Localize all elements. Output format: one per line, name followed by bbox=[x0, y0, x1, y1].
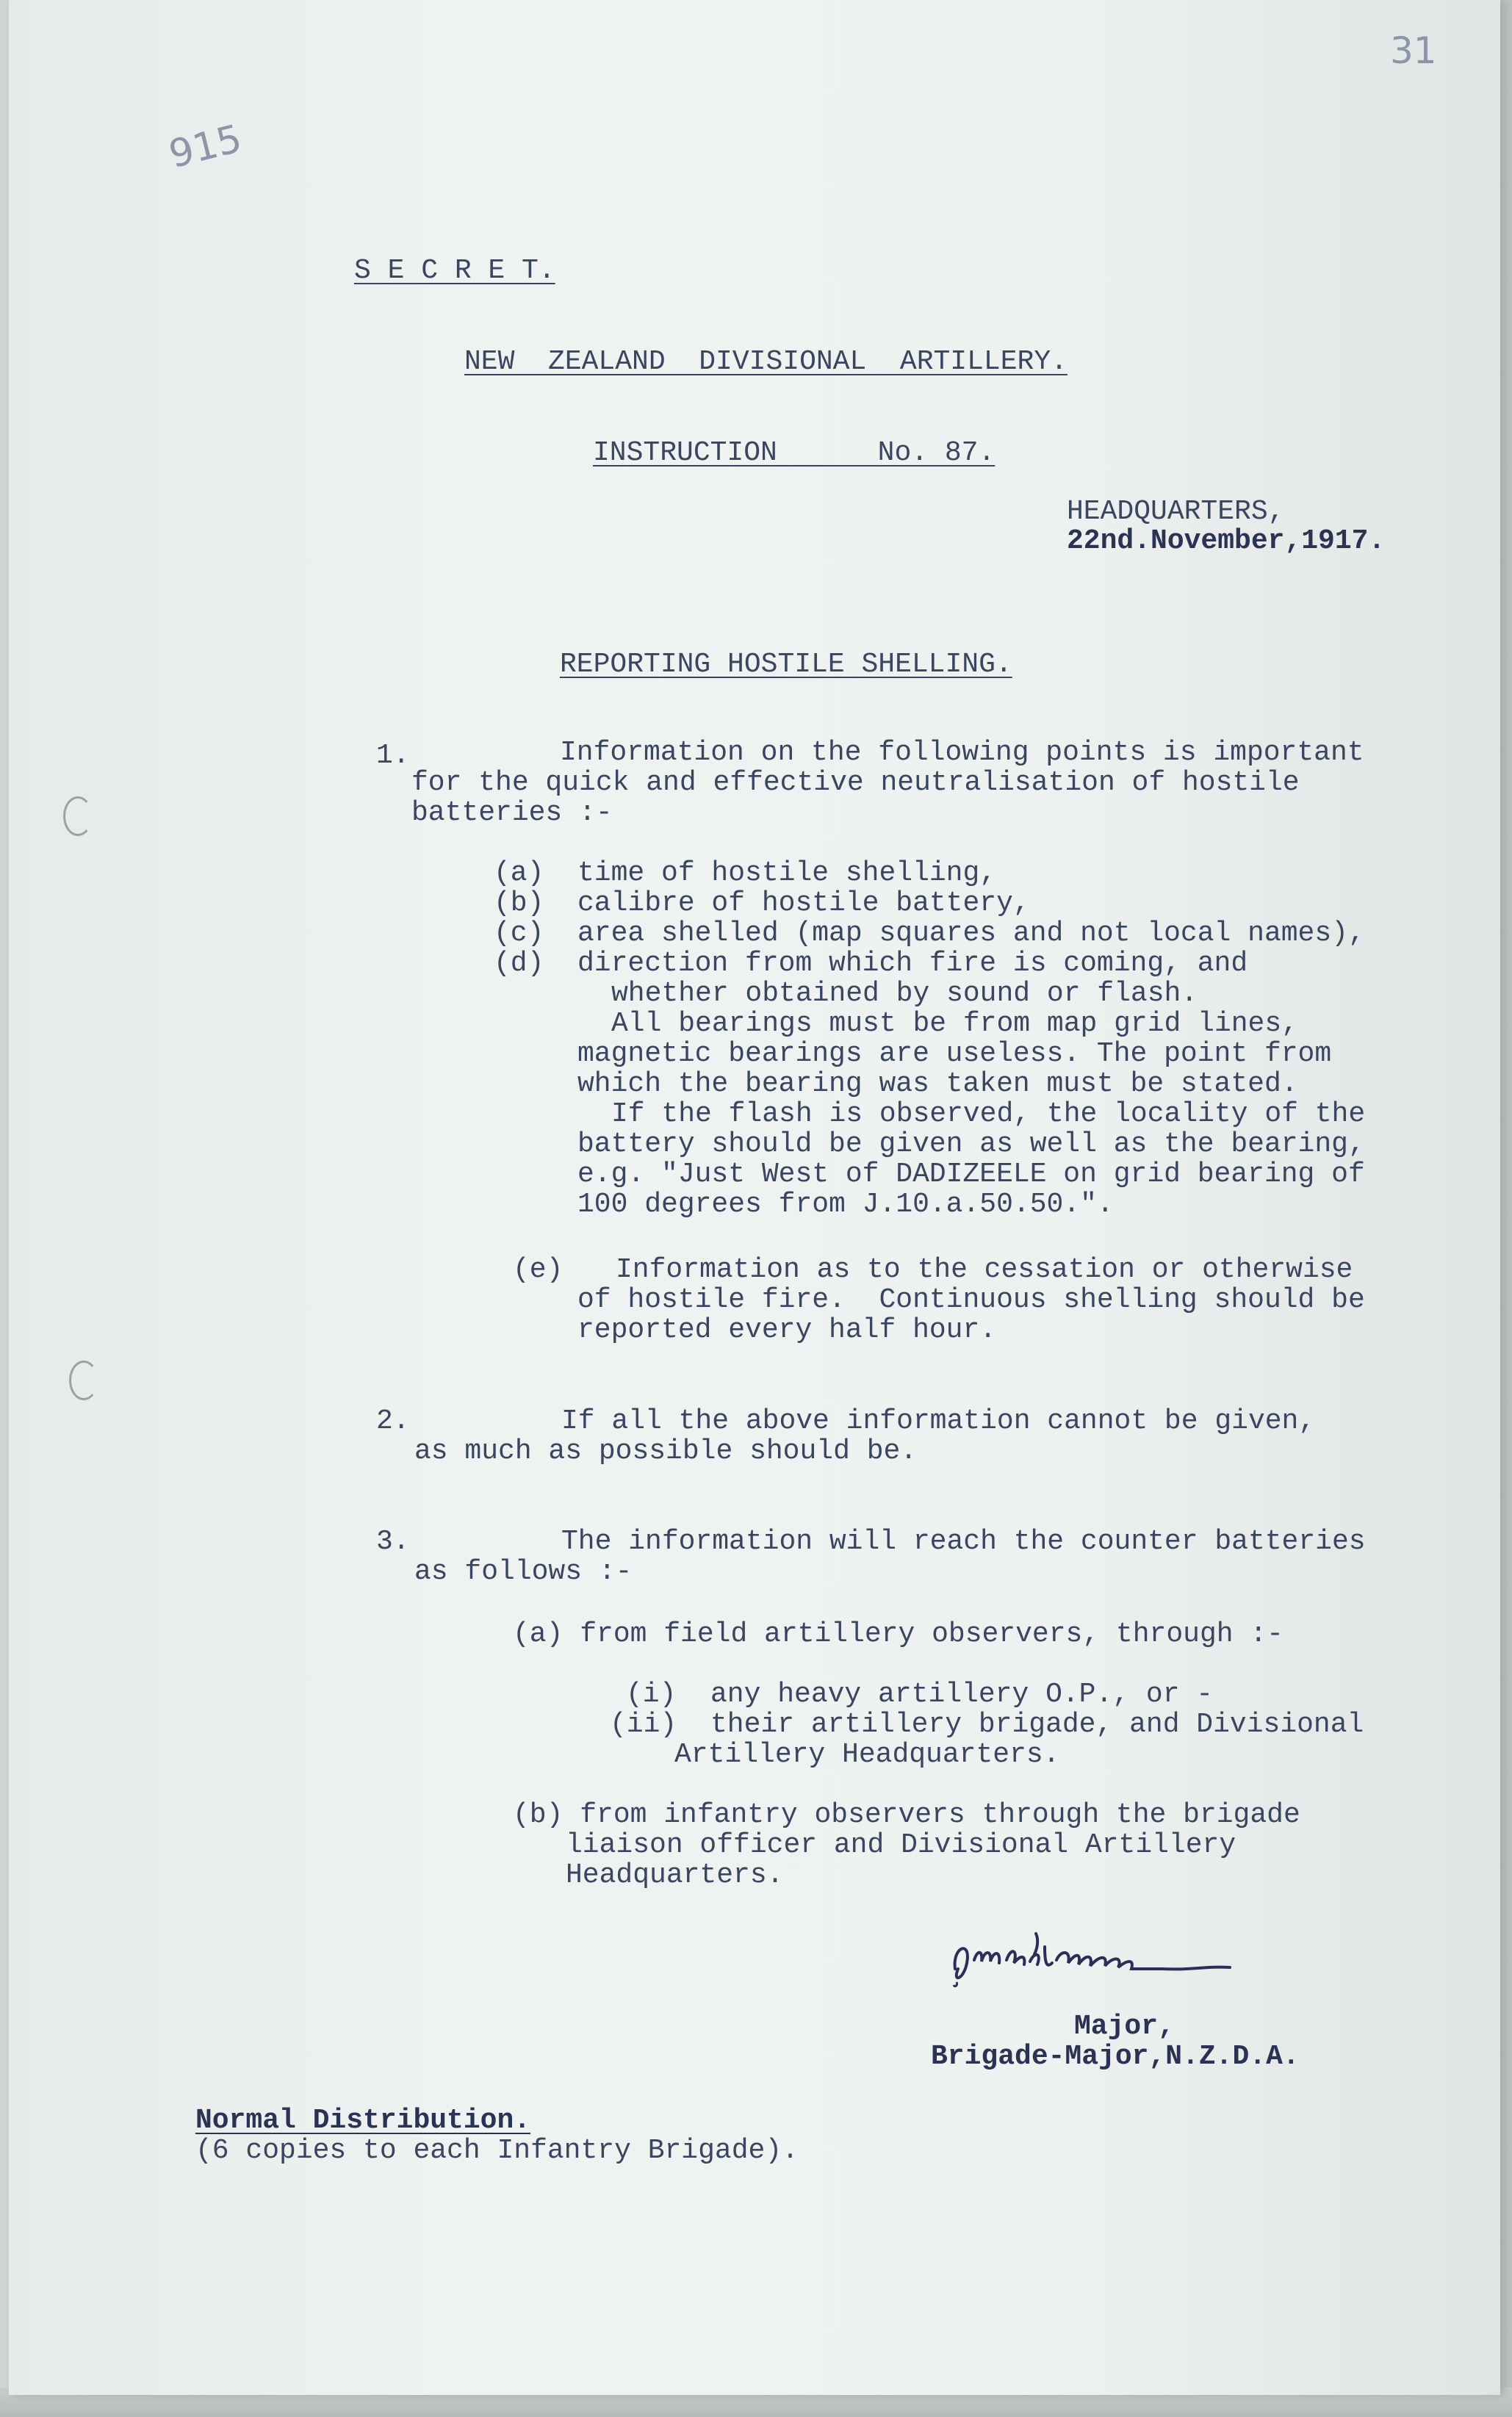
para2-line-2: as much as possible should be. bbox=[414, 1436, 918, 1467]
para3-sub-b-line-2: liaison officer and Divisional Artillery bbox=[566, 1829, 1236, 1861]
instruction-number: INSTRUCTION No. 87. bbox=[593, 437, 996, 469]
classification-secret: S E C R E T. bbox=[354, 255, 555, 287]
punch-hole-top bbox=[63, 796, 93, 836]
para3-number: 3. bbox=[376, 1526, 410, 1557]
item-d-line-4: which the bearing was taken must be stated. bbox=[577, 1068, 1298, 1100]
subject-heading: REPORTING HOSTILE SHELLING. bbox=[560, 649, 1012, 680]
item-d-line-5: If the flash is observed, the locality of the bbox=[611, 1098, 1366, 1130]
item-d-line-1: whether obtained by sound or flash. bbox=[611, 978, 1198, 1009]
item-a-label: (a) bbox=[494, 857, 544, 889]
item-d-line-2: All bearings must be from map grid lines, bbox=[611, 1008, 1298, 1040]
sub-a-cont: Artillery Headquarters. bbox=[674, 1739, 1060, 1771]
para1-line-3: batteries :- bbox=[411, 797, 613, 829]
item-e-line-2: of hostile fire. Continuous shelling should be bbox=[577, 1284, 1365, 1316]
item-e-label: (e) bbox=[513, 1254, 564, 1286]
item-e-line-1: Information as to the cessation or otherwise bbox=[616, 1254, 1353, 1286]
item-d-line-8: 100 degrees from J.10.a.50.50.". bbox=[577, 1189, 1114, 1220]
item-c-text: area shelled (map squares and not local names), bbox=[577, 918, 1365, 949]
sub-a-item-i-label: (i) bbox=[626, 1679, 677, 1710]
para3-sub-b-line-1: (b) from infantry observers through the brigade bbox=[513, 1799, 1300, 1831]
para1-number: 1. bbox=[376, 740, 410, 771]
item-d-line-6: battery should be given as well as the bearing, bbox=[577, 1128, 1365, 1160]
page-number: 31 bbox=[1390, 29, 1437, 72]
para1-line-2: for the quick and effective neutralisation of hostile bbox=[411, 767, 1300, 799]
para3-sub-a: (a) from field artillery observers, through :- bbox=[513, 1618, 1284, 1650]
sub-a-item-ii-label: (ii) bbox=[610, 1709, 677, 1740]
item-d-text: direction from which fire is coming, and bbox=[577, 948, 1248, 979]
signatory-title: Brigade-Major,N.Z.D.A. bbox=[931, 2041, 1300, 2072]
signatory-rank: Major, bbox=[1074, 2011, 1175, 2042]
folio-pencil-number: 915 bbox=[165, 116, 247, 178]
unit-heading: NEW ZEALAND DIVISIONAL ARTILLERY. bbox=[464, 346, 1068, 378]
document-page bbox=[9, 0, 1500, 2395]
item-d-label: (d) bbox=[494, 948, 544, 979]
item-d-line-3: magnetic bearings are useless. The point from bbox=[577, 1038, 1332, 1070]
para2-line-1: If all the above information cannot be given, bbox=[561, 1405, 1316, 1437]
sub-a-item-i-text: any heavy artillery O.P., or - bbox=[710, 1679, 1214, 1710]
item-d-line-7: e.g. "Just West of DADIZEELE on grid bearing of bbox=[577, 1159, 1365, 1190]
document-date: 22nd.November,1917. bbox=[1067, 525, 1386, 557]
para2-number: 2. bbox=[376, 1405, 410, 1437]
distribution-heading: Normal Distribution. bbox=[195, 2105, 531, 2136]
para1-line-1: Information on the following points is important bbox=[560, 737, 1364, 768]
item-e-line-3: reported every half hour. bbox=[577, 1314, 997, 1346]
item-b-text: calibre of hostile battery, bbox=[577, 887, 1030, 919]
handwritten-signature bbox=[942, 1917, 1280, 1998]
item-c-label: (c) bbox=[494, 918, 544, 949]
item-a-text: time of hostile shelling, bbox=[577, 857, 997, 889]
sub-a-item-ii-text: their artillery brigade, and Divisional bbox=[710, 1709, 1364, 1740]
headquarters-label: HEADQUARTERS, bbox=[1067, 496, 1285, 527]
para3-line-2: as follows :- bbox=[414, 1556, 633, 1588]
item-b-label: (b) bbox=[494, 887, 544, 919]
distribution-note: (6 copies to each Infantry Brigade). bbox=[195, 2135, 799, 2166]
punch-hole-bottom bbox=[69, 1361, 98, 1400]
para3-sub-b-line-3: Headquarters. bbox=[566, 1859, 784, 1891]
para3-line-1: The information will reach the counter batteries bbox=[561, 1526, 1366, 1557]
